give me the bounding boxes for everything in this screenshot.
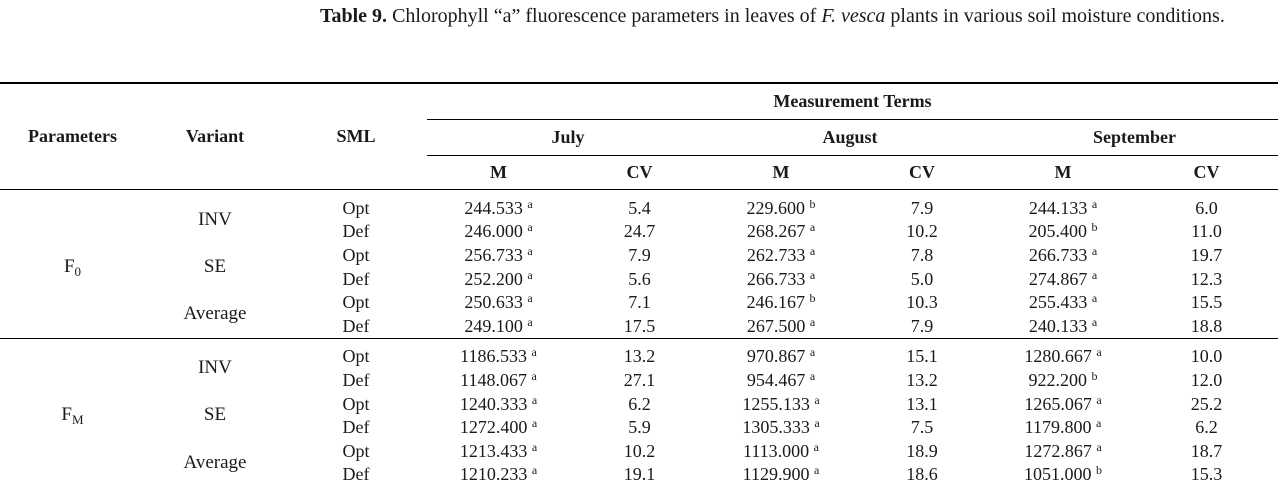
cv-value: 18.9 <box>906 440 938 461</box>
cv-value: 13.1 <box>906 393 938 414</box>
table-row <box>0 243 1278 267</box>
cv-value: 15.1 <box>853 338 991 368</box>
cv-value: 5.4 <box>628 197 651 218</box>
cv-value: 13.2 <box>570 338 709 368</box>
significance-letter: a <box>809 220 816 235</box>
m-value-cell <box>991 290 1135 314</box>
caption-text-after: plants in various soil moisture conditions. <box>885 5 1225 27</box>
parameter-cell <box>0 338 145 486</box>
parameter-subscript: M <box>72 412 84 428</box>
cv-value: 12.0 <box>1190 369 1223 390</box>
parameter-symbol: F <box>61 404 72 426</box>
sml-cell: Def <box>342 464 370 485</box>
m-value-cell <box>991 314 1135 338</box>
m-value-cell <box>709 220 853 244</box>
significance-letter: a <box>527 314 533 329</box>
m-value: 954.467 <box>746 369 806 390</box>
cv-value: 27.1 <box>623 369 656 390</box>
m-value: 274.867 <box>1028 268 1088 289</box>
header-cv: CV <box>1135 156 1278 190</box>
m-value: 1113.000 <box>743 440 810 461</box>
significance-letter: a <box>1096 416 1102 431</box>
m-value-cell <box>427 290 570 314</box>
m-value: 1129.900 <box>742 464 810 485</box>
m-value-cell <box>709 314 853 338</box>
m-value-cell <box>427 415 570 439</box>
table-caption <box>320 2 1280 31</box>
cv-value: 7.8 <box>910 244 934 265</box>
m-value: 922.200 <box>1028 369 1087 390</box>
cv-value: 19.1 <box>623 464 656 485</box>
cv-value: 7.9 <box>628 244 651 265</box>
m-value: 266.733 <box>746 268 806 289</box>
m-value-cell <box>991 220 1135 244</box>
m-value-cell <box>991 392 1135 416</box>
table-row <box>0 392 1278 416</box>
significance-letter: a <box>531 463 538 478</box>
header-cv: CV <box>570 156 709 190</box>
header-month-august: August <box>709 120 991 156</box>
significance-letter: a <box>527 291 533 306</box>
sml-cell: Def <box>342 417 370 438</box>
cv-value: 17.5 <box>623 315 656 336</box>
significance-letter: b <box>809 196 816 211</box>
significance-letter: b <box>1096 463 1102 478</box>
header-measurement-terms: Measurement Terms <box>427 83 1278 120</box>
m-value-cell <box>427 243 570 267</box>
m-value: 246.167 <box>746 292 805 313</box>
significance-letter: a <box>531 368 537 383</box>
significance-letter: a <box>809 243 816 258</box>
m-value-cell <box>427 190 570 220</box>
m-value-cell <box>709 338 853 368</box>
significance-letter: a <box>1096 392 1102 407</box>
table-body <box>0 190 1278 487</box>
m-value: 1280.667 <box>1024 346 1092 367</box>
m-value-cell <box>427 220 570 244</box>
cv-value: 12.3 <box>1190 268 1223 289</box>
significance-letter: a <box>809 368 816 383</box>
significance-letter: a <box>527 267 533 282</box>
header-parameters: Parameters <box>0 83 145 190</box>
m-value-cell <box>427 392 570 416</box>
significance-letter: a <box>809 267 816 282</box>
m-value: 1265.067 <box>1024 393 1092 414</box>
significance-letter: a <box>1096 439 1102 454</box>
table-row <box>0 290 1278 314</box>
cv-value: 7.9 <box>910 315 934 336</box>
significance-letter: a <box>531 392 538 407</box>
significance-letter: a <box>531 416 538 431</box>
m-value: 268.267 <box>746 221 806 242</box>
m-value-cell <box>427 439 570 463</box>
significance-letter: b <box>1091 368 1098 383</box>
m-value: 1272.867 <box>1024 440 1092 461</box>
m-value: 1210.233 <box>459 464 528 485</box>
m-value-cell <box>709 439 853 463</box>
significance-letter: a <box>813 439 819 454</box>
cv-value: 10.2 <box>906 221 938 242</box>
m-value: 205.400 <box>1028 221 1087 242</box>
cv-value: 19.7 <box>1190 244 1223 265</box>
sml-cell: Opt <box>342 197 370 218</box>
m-value: 246.000 <box>464 221 523 242</box>
cv-value: 10.3 <box>906 292 938 313</box>
m-value: 1240.333 <box>459 393 528 414</box>
cv-value: 15.5 <box>1190 292 1223 313</box>
significance-letter: a <box>527 243 533 258</box>
sml-cell: Opt <box>285 338 427 368</box>
cv-value: 6.2 <box>628 393 651 414</box>
cv-value: 5.0 <box>910 268 934 289</box>
table-row <box>0 338 1278 368</box>
significance-letter: a <box>809 345 816 360</box>
header-sml: SML <box>285 83 427 190</box>
cv-value: 6.2 <box>1195 417 1218 438</box>
m-value: 970.867 <box>746 346 806 367</box>
significance-letter: a <box>1091 243 1098 258</box>
significance-letter: a <box>814 416 820 431</box>
m-value-cell <box>709 190 853 220</box>
parameter-subscript: 0 <box>74 263 82 279</box>
parameter-symbol: F <box>63 255 75 277</box>
m-value-cell <box>709 368 853 392</box>
significance-letter: b <box>1091 220 1098 235</box>
sml-cell: Opt <box>342 393 370 414</box>
header-m: M <box>427 156 570 190</box>
m-value: 1051.000 <box>1024 464 1092 485</box>
caption-text-before: Chlorophyll “a” fluorescence parameters in leaves of <box>387 5 822 27</box>
header-cv: CV <box>853 156 991 190</box>
significance-letter: b <box>809 291 816 306</box>
variant-cell: INV <box>145 338 285 392</box>
variant-cell: SE <box>203 404 227 426</box>
m-value: 262.733 <box>746 244 806 265</box>
sml-cell: Opt <box>342 440 370 461</box>
cv-value: 10.0 <box>1135 338 1278 368</box>
sml-cell: Def <box>342 369 370 390</box>
variant-cell: SE <box>203 255 227 277</box>
sml-cell: Def <box>342 315 370 336</box>
cv-value: 18.8 <box>1190 315 1223 336</box>
header-variant: Variant <box>145 83 285 190</box>
significance-letter: a <box>1091 196 1098 211</box>
m-value-cell <box>991 415 1135 439</box>
sml-cell: Opt <box>342 292 370 313</box>
m-value: 255.433 <box>1028 292 1088 313</box>
cv-value: 13.2 <box>906 369 938 390</box>
sml-cell: Def <box>342 221 370 242</box>
cv-value: 25.2 <box>1190 393 1223 414</box>
m-value: 1272.400 <box>459 417 528 438</box>
m-value: 244.133 <box>1028 197 1088 218</box>
m-value: 252.200 <box>464 268 523 289</box>
m-value-cell <box>991 368 1135 392</box>
sml-cell: Opt <box>342 244 370 265</box>
m-value: 229.600 <box>746 197 805 218</box>
cv-value: 15.3 <box>1190 464 1223 485</box>
m-value: 244.533 <box>464 197 523 218</box>
m-value-cell <box>427 267 570 291</box>
significance-letter: a <box>814 392 820 407</box>
cv-value: 6.0 <box>1195 197 1218 218</box>
m-value: 1213.433 <box>459 440 528 461</box>
significance-letter: a <box>527 220 533 235</box>
cv-value: 11.0 <box>1191 221 1222 242</box>
cv-value: 18.7 <box>1190 440 1223 461</box>
m-value-cell <box>427 314 570 338</box>
table-row <box>0 190 1278 220</box>
significance-letter: a <box>1091 314 1098 329</box>
significance-letter: a <box>1096 345 1102 360</box>
cv-value: 5.6 <box>628 268 651 289</box>
significance-letter: a <box>814 463 820 478</box>
header-m: M <box>709 156 853 190</box>
m-value: 1186.533 <box>460 346 527 367</box>
cv-value: 24.7 <box>623 221 656 242</box>
m-value-cell <box>709 392 853 416</box>
table-label: Table 9. <box>320 5 388 27</box>
m-value-cell <box>709 463 853 487</box>
data-table <box>0 82 1278 486</box>
significance-letter: a <box>1091 267 1098 282</box>
significance-letter: a <box>531 439 538 454</box>
cv-value: 7.9 <box>910 197 934 218</box>
m-value-cell <box>991 267 1135 291</box>
m-value: 250.633 <box>464 292 523 313</box>
table-header <box>0 83 1278 190</box>
m-value-cell <box>709 415 853 439</box>
significance-letter: a <box>809 314 816 329</box>
m-value: 1179.800 <box>1024 417 1092 438</box>
m-value-cell <box>991 190 1135 220</box>
m-value-cell <box>427 338 570 368</box>
variant-cell: Average <box>183 302 247 324</box>
m-value: 267.500 <box>746 315 806 336</box>
cv-value: 7.5 <box>910 417 934 438</box>
m-value: 256.733 <box>464 244 523 265</box>
cv-value: 18.6 <box>906 464 938 485</box>
significance-letter: a <box>527 196 533 211</box>
cv-value: 7.1 <box>628 292 651 313</box>
m-value-cell <box>991 338 1135 368</box>
parameter-cell <box>0 190 145 339</box>
m-value-cell <box>991 243 1135 267</box>
m-value: 1255.133 <box>742 393 810 414</box>
m-value: 249.100 <box>464 315 523 336</box>
header-month-september: September <box>991 120 1278 156</box>
m-value: 1148.067 <box>460 369 527 390</box>
header-m: M <box>991 156 1135 190</box>
m-value: 1305.333 <box>742 417 810 438</box>
m-value-cell <box>427 463 570 487</box>
significance-letter: a <box>531 345 537 360</box>
m-value: 240.133 <box>1028 315 1088 336</box>
variant-cell: INV <box>198 208 232 230</box>
m-value-cell <box>709 243 853 267</box>
m-value-cell <box>991 463 1135 487</box>
m-value: 266.733 <box>1028 244 1088 265</box>
m-value-cell <box>709 267 853 291</box>
m-value-cell <box>427 368 570 392</box>
m-value-cell <box>709 290 853 314</box>
cv-value: 5.9 <box>628 417 651 438</box>
significance-letter: a <box>1091 291 1098 306</box>
variant-cell: Average <box>183 451 247 473</box>
m-value-cell <box>991 439 1135 463</box>
table-row <box>0 439 1278 463</box>
sml-cell: Def <box>342 268 370 289</box>
species-name: F. vesca <box>821 5 886 27</box>
cv-value: 10.2 <box>623 440 656 461</box>
header-month-july: July <box>427 120 709 156</box>
